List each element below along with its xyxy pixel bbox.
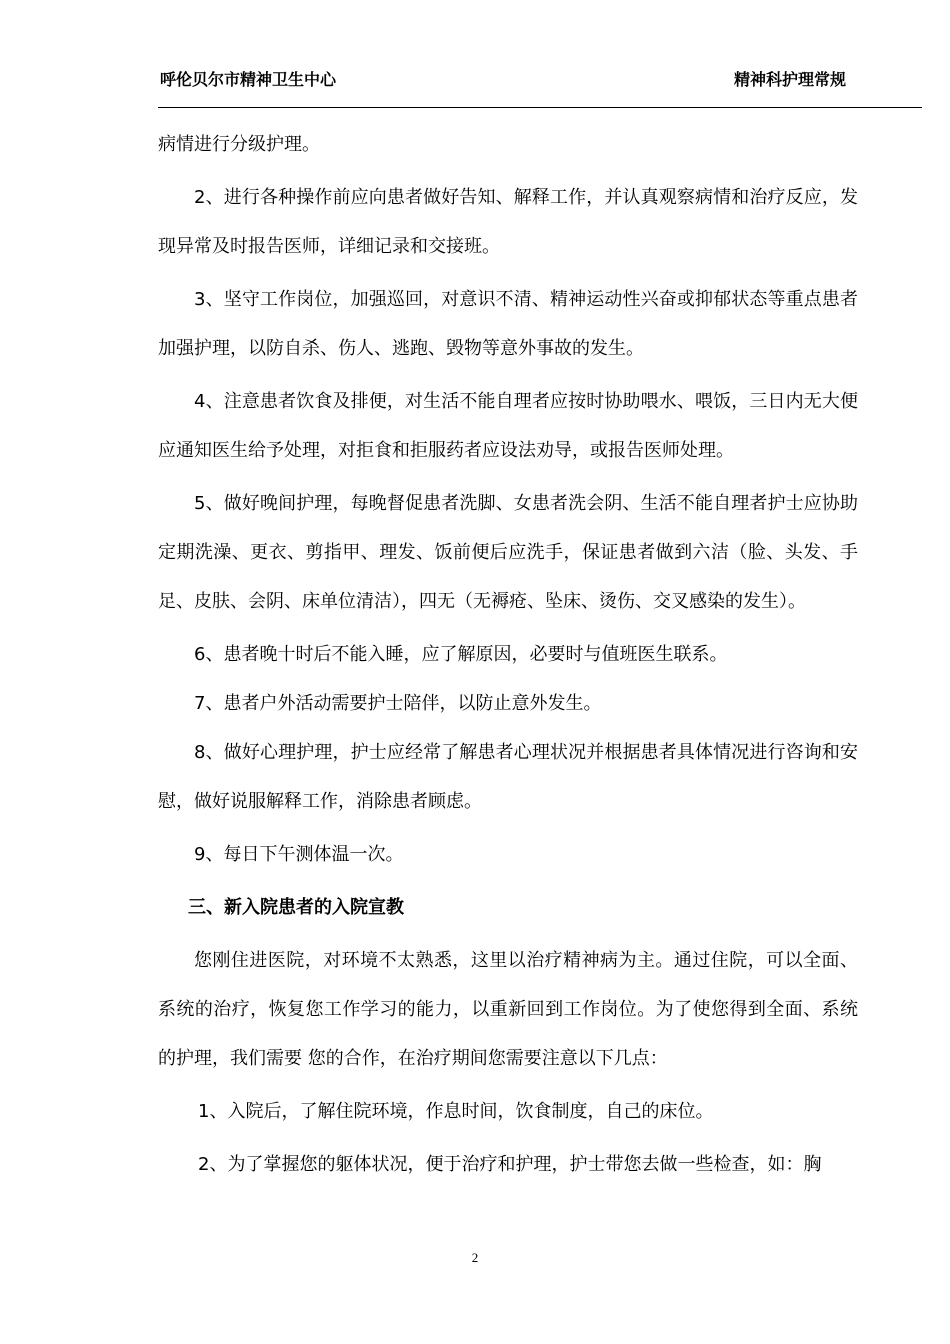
paragraph-item-7: 7、患者户外活动需要护士陪伴，以防止意外发生。 <box>194 693 602 714</box>
paragraph-item-4: 4、注意患者饮食及排便，对生活不能自理者应按时协助喂水、喂饭，三日内无大便应通知医生给予处理，对拒食和拒服药者应设法劝导，或报告医师处理。 <box>158 391 858 461</box>
header-organization: 呼伦贝尔市精神卫生中心 <box>160 70 337 89</box>
section-item-2: 2、为了掌握您的躯体状况，便于治疗和护理，护士带您去做一些检查，如：胸 <box>198 1154 822 1175</box>
header-divider <box>158 107 922 108</box>
paragraph-continuation: 病情进行分级护理。 <box>158 134 320 155</box>
page-number: 2 <box>471 1250 479 1265</box>
section-item-1: 1、入院后，了解住院环境，作息时间，饮食制度，自己的床位。 <box>198 1101 714 1122</box>
document-body <box>158 120 858 1189</box>
paragraph-item-9: 9、每日下午测体温一次。 <box>194 844 404 865</box>
paragraph-item-5: 5、做好晚间护理，每晚督促患者洗脚、女患者洗会阴、生活不能自理者护士应协助定期洗澡、更衣、剪指甲、理发、饭前便后应洗手，保证患者做到六洁（脸、头发、手足、皮肤、会阴、床单位清洁），四无（无褥疮、坠床、烫伤、交叉感染的发生）。 <box>158 493 858 612</box>
paragraph-item-6: 6、患者晚十时后不能入睡，应了解原因，必要时与值班医生联系。 <box>194 644 728 665</box>
section-heading: 三、新入院患者的入院宣教 <box>188 897 404 918</box>
paragraph-item-2: 2、进行各种操作前应向患者做好告知、解释工作，并认真观察病情和治疗反应，发现异常及时报告医师，详细记录和交接班。 <box>158 187 858 257</box>
header-document-title: 精神科护理常规 <box>733 70 846 89</box>
paragraph-item-8: 8、做好心理护理，护士应经常了解患者心理状况并根据患者具体情况进行咨询和安慰，做好说服解释工作，消除患者顾虑。 <box>158 742 858 812</box>
page-header <box>0 0 950 110</box>
paragraph-item-3: 3、坚守工作岗位，加强巡回，对意识不清、精神运动性兴奋或抑郁状态等重点患者加强护理，以防自杀、伤人、逃跑、毁物等意外事故的发生。 <box>158 289 858 359</box>
section-intro-paragraph: 您刚住进医院，对环境不太熟悉，这里以治疗精神病为主。通过住院，可以全面、系统的治疗，恢复您工作学习的能力，以重新回到工作岗位。为了使您得到全面、系统的护理，我们需要 您的合作，在治疗期间您需要注意以下几点： <box>158 950 858 1069</box>
